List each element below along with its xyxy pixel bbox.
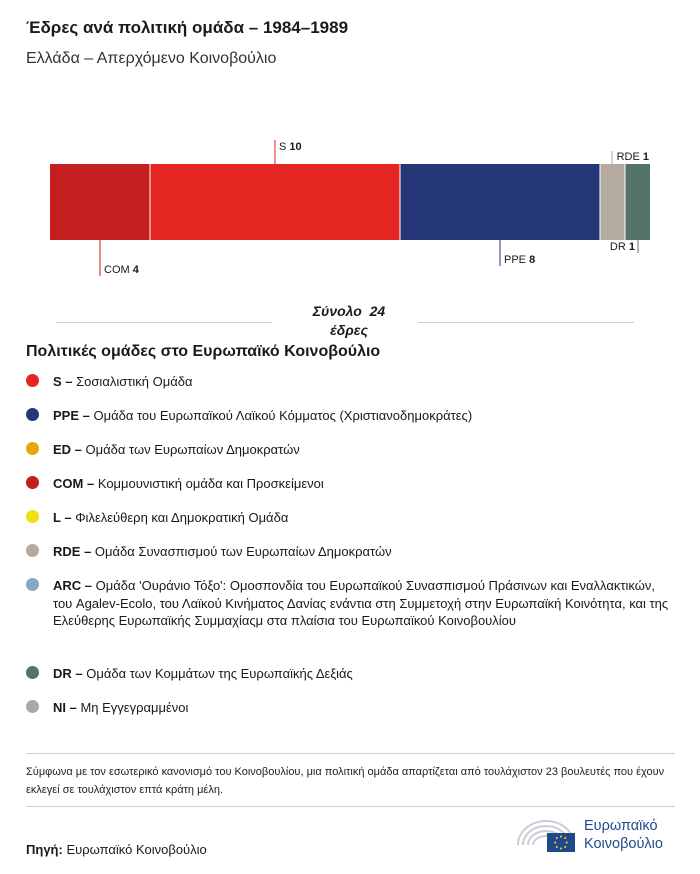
- legend-code-ed: ED: [53, 442, 72, 457]
- legend-desc-s: Σοσιαλιστική Ομάδα: [76, 374, 193, 389]
- legend-item-ppe: PPE – Ομάδα του Ευρωπαϊκού Λαϊκού Κόμματος (Χριστιανοδημοκράτες): [26, 407, 676, 425]
- total-value: 24: [369, 303, 386, 319]
- bar-segment-dr: [625, 164, 650, 240]
- chart-title: Έδρες ανά πολιτική ομάδα – 1984–1989: [26, 18, 349, 37]
- total-divider-left: [56, 322, 272, 323]
- data-label-com: COM 4: [104, 264, 139, 276]
- legend-title: Πολιτικές ομάδες στο Ευρωπαϊκό Κοινοβούλιο: [26, 343, 381, 360]
- legend-dot-com: [26, 476, 39, 489]
- legend-desc-rde: Ομάδα Συνασπισμού των Ευρωπαίων Δημοκρατών: [94, 544, 392, 559]
- legend-item-l: L – Φιλελεύθερη και Δημοκρατική Ομάδα: [26, 509, 676, 527]
- legend-desc-dr: Ομάδα των Κομμάτων της Ευρωπαϊκής Δεξιάς: [86, 666, 353, 681]
- legend-dot-dr: [26, 666, 39, 679]
- footer-divider-bottom: [26, 806, 675, 807]
- data-label-s: S 10: [279, 141, 302, 153]
- legend-item-rde: RDE – Ομάδα Συνασπισμού των Ευρωπαίων Δημοκρατών: [26, 543, 676, 561]
- legend-item-s: S – Σοσιαλιστική Ομάδα: [26, 373, 676, 391]
- legend-code-ppe: PPE: [53, 408, 80, 423]
- footer-note: Σύμφωνα με τον εσωτερικό κανονισμό του Κοινοβουλίου, μια πολιτική ομάδα απαρτίζεται από τουλάχιστον 23 βουλευτές που έχουν εκλεγεί σε τουλάχιστον επτά κράτη μέλη.: [26, 766, 665, 796]
- legend-dot-ni: [26, 700, 39, 713]
- legend-desc-com: Κομμουνιστική ομάδα και Προσκείμενοι: [97, 476, 324, 491]
- data-label-dr: DR 1: [609, 241, 635, 253]
- source-label: Πηγή:: [26, 842, 63, 857]
- logo-line-1: Ευρωπαϊκό: [584, 818, 658, 834]
- legend-dot-s: [26, 374, 39, 387]
- ep-logo: [514, 815, 679, 855]
- legend-item-ed: ED – Ομάδα των Ευρωπαίων Δημοκρατών: [26, 441, 676, 459]
- legend-code-dr: DR: [53, 666, 72, 681]
- data-label-ppe: PPE 8: [504, 254, 536, 266]
- legend-item-ni: NI – Μη Εγγεγραμμένοι: [26, 699, 676, 717]
- legend-item-dr: DR – Ομάδα των Κομμάτων της Ευρωπαϊκής Δεξιάς: [26, 665, 676, 683]
- hemicycle-flag-icon: [514, 815, 580, 855]
- stacked-bar-chart: [0, 130, 700, 290]
- legend-code-rde: RDE: [53, 544, 81, 559]
- legend-dot-l: [26, 510, 39, 523]
- legend-code-arc: ARC: [53, 578, 82, 593]
- source-value: Ευρωπαϊκό Κοινοβούλιο: [66, 842, 207, 857]
- bar-segment-s: [150, 164, 400, 240]
- legend-desc-arc: Ομάδα 'Ουράνιο Τόξο': Ομοσπονδία του Ευρωπαϊκού Συνασπισμού Πράσινων και Εναλλακτικών, του Agalev-Ecolo, του Λαϊκού Κινήματος Δανίας ενάντια στη Συμμετοχή στην Ευρωπαϊκή Κοινότητα, και της Ελεύθερης Ευρωπαϊκής Συμμαχίαςμ στα πλαίσια του Ευρωπαϊκού Κοινοβουλίου: [53, 578, 669, 628]
- source-line: [26, 842, 207, 857]
- legend-dot-arc: [26, 578, 39, 591]
- legend-dot-ppe: [26, 408, 39, 421]
- logo-line-2: Κοινοβούλιο: [584, 836, 663, 852]
- total-seats: [290, 302, 408, 340]
- bar-segment-rde: [600, 164, 625, 240]
- legend-code-l: L: [53, 510, 61, 525]
- data-label-rde: RDE 1: [616, 151, 649, 163]
- legend-desc-ed: Ομάδα των Ευρωπαίων Δημοκρατών: [85, 442, 300, 457]
- total-divider-right: [418, 322, 634, 323]
- bar-segment-com: [50, 164, 150, 240]
- legend-item-com: COM – Κομμουνιστική ομάδα και Προσκείμενοι: [26, 475, 676, 493]
- chart-subtitle: Ελλάδα – Απερχόμενο Κοινοβούλιο: [26, 50, 277, 67]
- total-unit: έδρες: [330, 322, 368, 338]
- total-label: Σύνολο: [312, 303, 362, 319]
- legend-item-arc: ARC – Ομάδα 'Ουράνιο Τόξο': Ομοσπονδία του Ευρωπαϊκού Συνασπισμού Πράσινων και Εναλλακτικών, του Agalev-Ecolo, του Λαϊκού Κινήματος Δανίας ενάντια στη Συμμετοχή στην Ευρωπαϊκή Κοινότητα, και της Ελεύθερης Ευρωπαϊκής Συμμαχίαςμ στα πλαίσια του Ευρωπαϊκού Κοινοβουλίου: [26, 577, 676, 630]
- legend-code-s: S: [53, 374, 62, 389]
- legend-desc-ni: Μη Εγγεγραμμένοι: [80, 700, 189, 715]
- legend-code-com: COM: [53, 476, 84, 491]
- legend-dot-rde: [26, 544, 39, 557]
- legend-desc-ppe: Ομάδα του Ευρωπαϊκού Λαϊκού Κόμματος (Χριστιανοδημοκράτες): [93, 408, 473, 423]
- legend-dot-ed: [26, 442, 39, 455]
- legend-desc-l: Φιλελεύθερη και Δημοκρατική Ομάδα: [75, 510, 289, 525]
- bar-segment-ppe: [400, 164, 600, 240]
- footer-divider-top: [26, 753, 675, 754]
- legend-code-ni: NI: [53, 700, 66, 715]
